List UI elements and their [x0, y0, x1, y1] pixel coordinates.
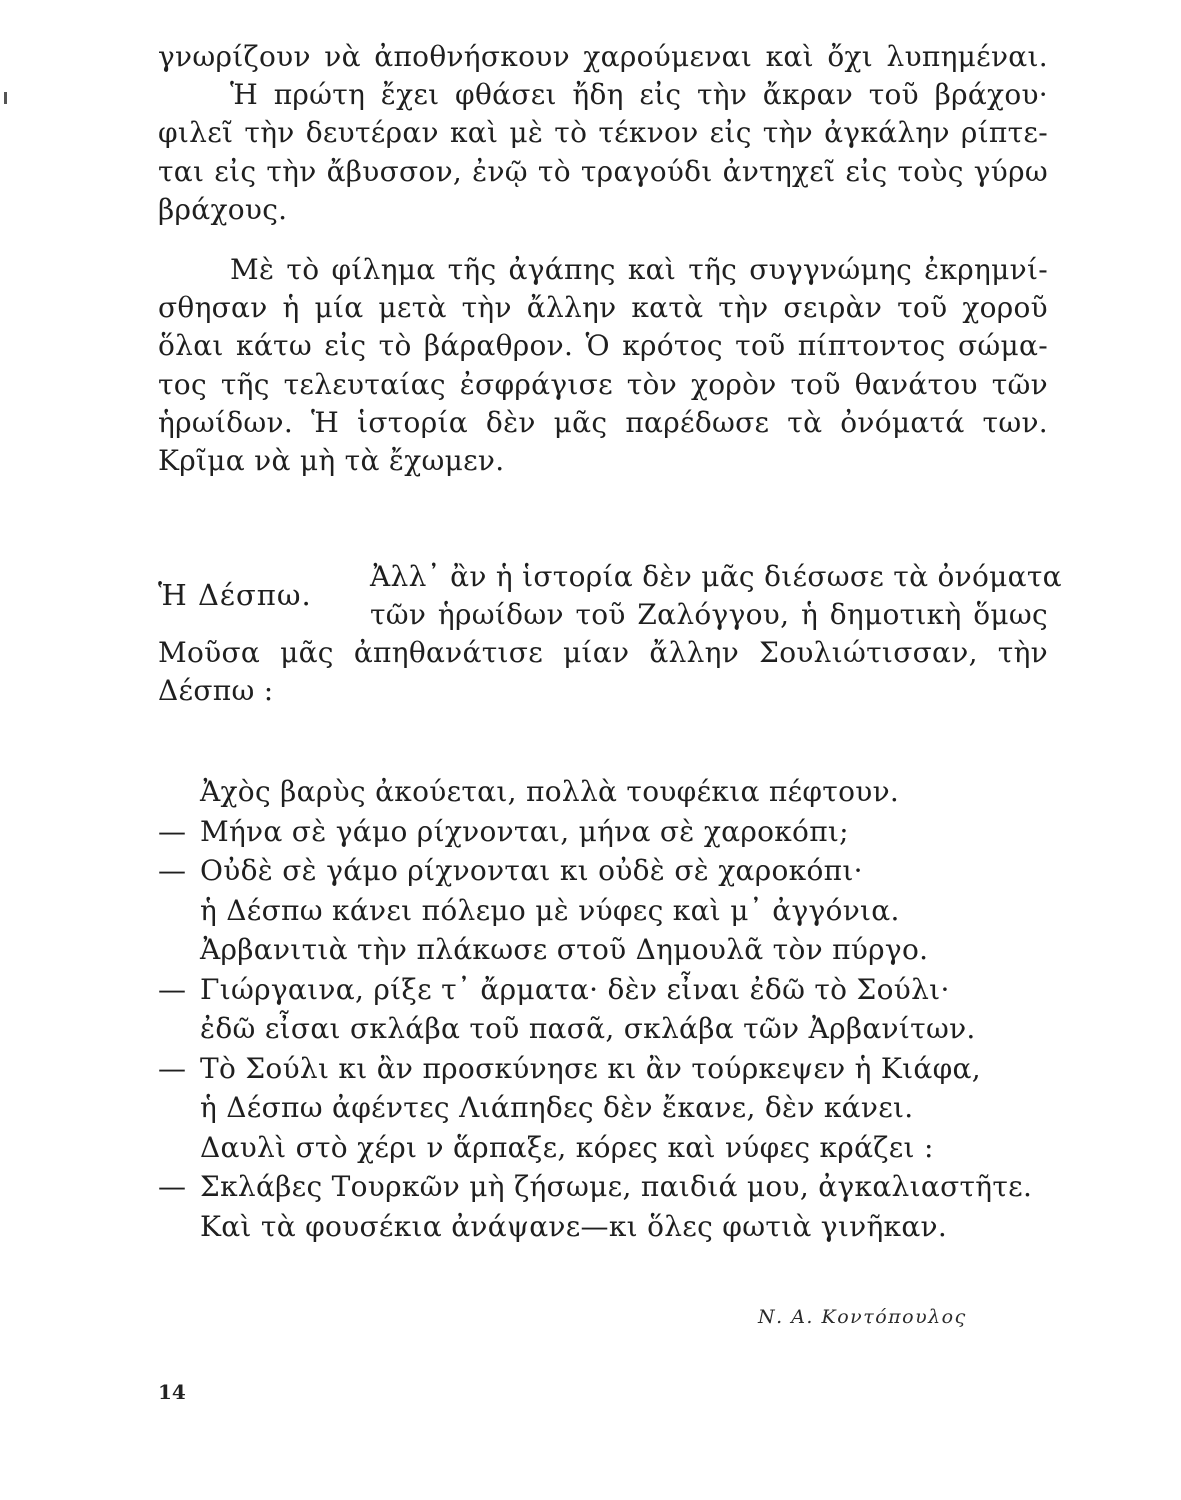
- text-line: ται εἰς τὴν ἄβυσσον, ἐνῷ τὸ τραγούδι ἀντηχεῖ εἰς τοὺς γύρω: [158, 154, 1048, 188]
- page-number: 14: [158, 1380, 186, 1404]
- poem-line: [158, 812, 1058, 852]
- poem-line-text: ἡ Δέσπω ἀφέντες Λιάπηδες δὲν ἔκανε, δὲν κάνει.: [200, 1091, 914, 1124]
- dialogue-dash: —: [158, 1170, 187, 1203]
- poem-line: [158, 851, 1058, 891]
- poem-line-text: Οὐδὲ σὲ γάμο ρίχνονται κι οὐδὲ σὲ χαροκόπι·: [200, 854, 863, 887]
- poem-line-text: Δαυλὶ στὸ χέρι ν ἅρπαξε, κόρες καὶ νύφες κράζει :: [200, 1130, 934, 1164]
- poem-line-text: ἡ Δέσπω κάνει πόλεμο μὲ νύφες καὶ μ᾽ ἀγγόνια.: [200, 893, 900, 927]
- poem-line-text: Τὸ Σούλι κι ἂν προσκύνησε κι ἂν τούρκεψεν ἡ Κιάφα,: [200, 1051, 981, 1085]
- text-line: Δέσπω :: [158, 674, 274, 708]
- poem-line: [158, 930, 1058, 970]
- dialogue-dash: —: [158, 972, 187, 1006]
- poem-line-text: Μήνα σὲ γάμο ρίχνονται, μήνα σὲ χαροκόπι;: [200, 814, 849, 848]
- text-line: φιλεῖ τὴν δευτέραν καὶ μὲ τὸ τέκνον εἰς τὴν ἀγκάλην ρίπτε-: [158, 116, 1048, 150]
- poem-line: [158, 1128, 1058, 1168]
- poem-line: [158, 772, 1058, 812]
- text-line: Μὲ τὸ φίλημα τῆς ἀγάπης καὶ τῆς συγγνώμης ἐκρημνί-: [230, 253, 1048, 286]
- poem-line: [158, 891, 1058, 931]
- poem-line: [158, 1207, 1058, 1247]
- poem-line: [158, 1009, 1058, 1049]
- text-line: τος τῆς τελευταίας ἐσφράγισε τὸν χορὸν τοῦ θανάτου τῶν: [158, 367, 1048, 401]
- poem-line: [158, 1049, 1058, 1089]
- poem-line-text: Ἀχὸς βαρὺς ἀκούεται, πολλὰ τουφέκια πέφτουν.: [200, 775, 900, 808]
- paragraph-3-side: [370, 558, 1062, 634]
- poem-line-text: Καὶ τὰ φουσέκια ἀνάψανε—κι ὅλες φωτιὰ γινῆκαν.: [200, 1209, 948, 1243]
- paragraph-1: [158, 38, 1048, 229]
- poem-line-text: ἐδῶ εἶσαι σκλάβα τοῦ πασᾶ, σκλάβα τῶν Ἀρβανίτων.: [200, 1012, 976, 1045]
- dialogue-dash: —: [158, 854, 187, 887]
- text-line: ὅλαι κάτω εἰς τὸ βάραθρον. Ὁ κρότος τοῦ πίπτοντος σώμα-: [158, 329, 1048, 363]
- poem-line: [158, 970, 1058, 1010]
- text-line: σθησαν ἡ μία μετὰ τὴν ἄλλην κατὰ τὴν σειρὰν τοῦ χοροῦ: [158, 291, 1048, 325]
- text-line: Ἀλλ᾽ ἂν ἡ ἱστορία δὲν μᾶς διέσωσε τὰ ὀνόματα: [370, 560, 1062, 593]
- dialogue-dash: —: [158, 1051, 187, 1085]
- poem-line: [158, 1088, 1058, 1128]
- poem-line: [158, 1167, 1058, 1207]
- poem-line-text: Ἀρβανιτιὰ τὴν πλάκωσε στοῦ Δημουλᾶ τὸν πύργο.: [200, 933, 929, 966]
- text-line: βράχους.: [158, 192, 288, 226]
- text-line: ἡρωίδων. Ἡ ἱστορία δὲν μᾶς παρέδωσε τὰ ὀνόματά των.: [158, 405, 1048, 439]
- text-line: γνωρίζουν νὰ ἀποθνήσκουν χαρούμεναι καὶ ὄχι λυπημέναι.: [158, 40, 1048, 73]
- text-line: Κρῖμα νὰ μὴ τὰ ἔχωμεν.: [158, 444, 505, 478]
- paragraph-2: [158, 251, 1048, 480]
- dialogue-dash: —: [158, 814, 187, 848]
- poem-line-text: Γιώργαινα, ρίξε τ᾽ ἄρματα· δὲν εἶναι ἐδῶ τὸ Σούλι·: [200, 972, 950, 1006]
- text-line: Ἡ πρώτη ἔχει φθάσει ἤδη εἰς τὴν ἄκραν τοῦ βράχου·: [230, 78, 1048, 112]
- section-heading: Ἡ Δέσπω.: [158, 578, 312, 612]
- poem: [158, 772, 1058, 1246]
- paragraph-3-rest: [158, 634, 1048, 710]
- author-signature: Ν. Α. Κοντόπουλος: [758, 1306, 967, 1328]
- poem-line-text: Σκλάβες Τουρκῶν μὴ ζήσωμε, παιδιά μου, ἀγκαλιαστῆτε.: [200, 1170, 1033, 1203]
- margin-mark: [4, 92, 7, 104]
- text-line: Μοῦσα μᾶς ἀπηθανάτισε μίαν ἄλλην Σουλιώτισσαν, τὴν: [158, 636, 1048, 669]
- text-line: τῶν ἡρωίδων τοῦ Ζαλόγγου, ἡ δημοτικὴ ὅμως: [370, 598, 1048, 632]
